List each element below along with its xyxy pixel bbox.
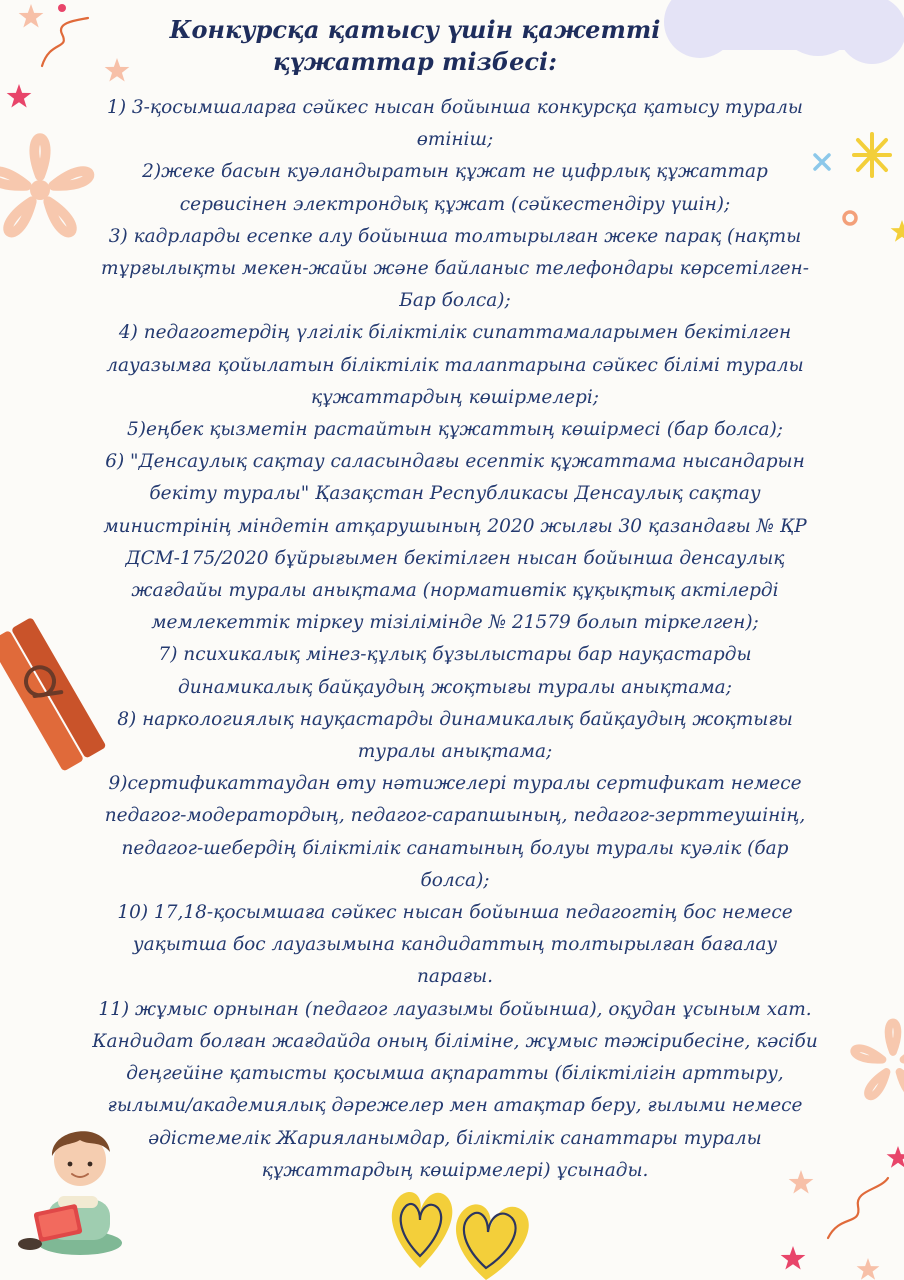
list-item-2-line: сервисінен электрондық құжат (сәйкестендіру үшін); [179,193,731,215]
heart-icon [392,1192,452,1268]
list-item-3-line: 3) кадрларды есепке алу бойынша толтырылған жеке парақ (нақты [108,225,802,247]
star-icon [857,1258,880,1280]
list-item-10-line: парағы. [416,966,494,988]
list-item-8-line: туралы анықтама; [357,741,553,763]
list-item-10-line: 10) 17,18-қосымшаға сәйкес нысан бойынша педагогтің бос немесе [117,902,793,924]
cloud-icon [664,0,904,64]
list-item-9-line: болса); [420,869,490,891]
list-item-6-line: жағдайы туралы анықтама (нормативтік құқықтық актілерді [131,580,779,602]
list-item-1-line: 1) 3-қосымшаларға сәйкес нысан бойынша конкурсқа қатысу туралы [107,97,803,118]
document-list [70,92,840,1187]
list-item-5-line: 5)еңбек қызметін растайтын құжаттың көшірмесі (бар болса); [126,419,784,441]
list-item-10-line: уақытша бос лауазымына кандидаттың толтырылған бағалау [132,934,778,956]
ring-icon [844,212,856,224]
title-line: Конкурсқа қатысу үшін қажетті [169,15,661,44]
squiggle-icon [828,1178,888,1238]
list-item-9-line: педагог-шебердің біліктілік санатының болуы туралы куәлік (бар [121,837,789,859]
star-icon [887,1146,904,1168]
list-item-7-line: динамикалық байқаудың жоқтығы туралы анықтама; [178,676,732,698]
list-item-6-line: бекіту туралы" Қазақстан Республикасы Денсаулық сақтау [149,483,761,505]
list-item-6-line: министрінің міндетін атқарушының 2020 жылғы 30 қазандағы № ҚР [103,515,807,537]
list-item-11-line: 11) жұмыс орнынан (педагог лауазымы бойынша), оқудан ұсыным хат. [98,998,812,1020]
list-item-11-line: Кандидат болған жағдайда оның біліміне, жұмыс тәжірибесіне, кәсіби [92,1030,818,1052]
list-item-6-line: мемлекеттік тіркеу тізілімінде № 21579 болып тіркелген); [151,612,759,634]
list-item-3-line: Бар болса); [399,290,511,312]
star-icon [105,58,130,82]
list-item-6-line: 6) "Денсаулық сақтау саласындағы есептік құжаттама нысандарын [105,451,805,473]
list-item-11-line: әдістемелік Жарияланымдар, біліктілік санаттары туралы [148,1127,762,1149]
list-item-1-line: өтініш; [416,129,494,151]
sparkle-icon [891,220,904,242]
list-item-8-line: 8) наркологиялық науқастарды динамикалық байқаудың жоқтығы [117,708,793,730]
dot-icon [58,4,66,12]
list-item-9-line: 9)сертификаттаудан өту нәтижелері туралы сертификат немесе [108,773,802,795]
star-icon [7,84,32,108]
heart-icon [456,1204,529,1280]
star-icon [781,1246,806,1270]
list-item-3-line: тұрғылықты мекен-жайы және байланыс телефондары көрсетілген- [101,258,809,280]
list-item-9-line: педагог-модератордың, педагог-сарапшының, педагог-зерттеушінің, [104,805,806,827]
list-item-11-line: ғылыми/академиялық дәрежелер мен атақтар беру, ғылыми немесе [107,1095,803,1117]
list-item-11-line: деңгейіне қатысты қосымша ақпаратты (біліктілігін арттыру, [126,1063,784,1085]
list-item-2-line: 2)жеке басын куәландыратын құжат не цифрлық құжаттар [142,161,768,183]
page-title [150,14,680,78]
list-item-11-line: құжаттардың көшірмелері) ұсынады. [261,1159,649,1181]
star-icon [19,4,44,28]
flower-icon [853,1022,904,1098]
title-line: құжаттар тізбесі: [273,47,557,76]
list-item-4-line: 4) педагогтердің үлгілік біліктілік сипаттамаларымен бекітілген [118,322,792,344]
sparkle-icon [854,134,890,176]
list-item-7-line: 7) психикалық мінез-құлық бұзылыстары бар науқастарды [158,644,752,666]
list-item-4-line: құжаттардың көшірмелері; [310,386,600,408]
list-item-6-line: ДСМ-175/2020 бұйрығымен бекітілген нысан бойынша денсаулық [125,547,785,569]
squiggle-icon [42,18,88,66]
list-item-4-line: лауазымға қойылатын біліктілік талаптарына сәйкес білімі туралы [106,354,804,376]
